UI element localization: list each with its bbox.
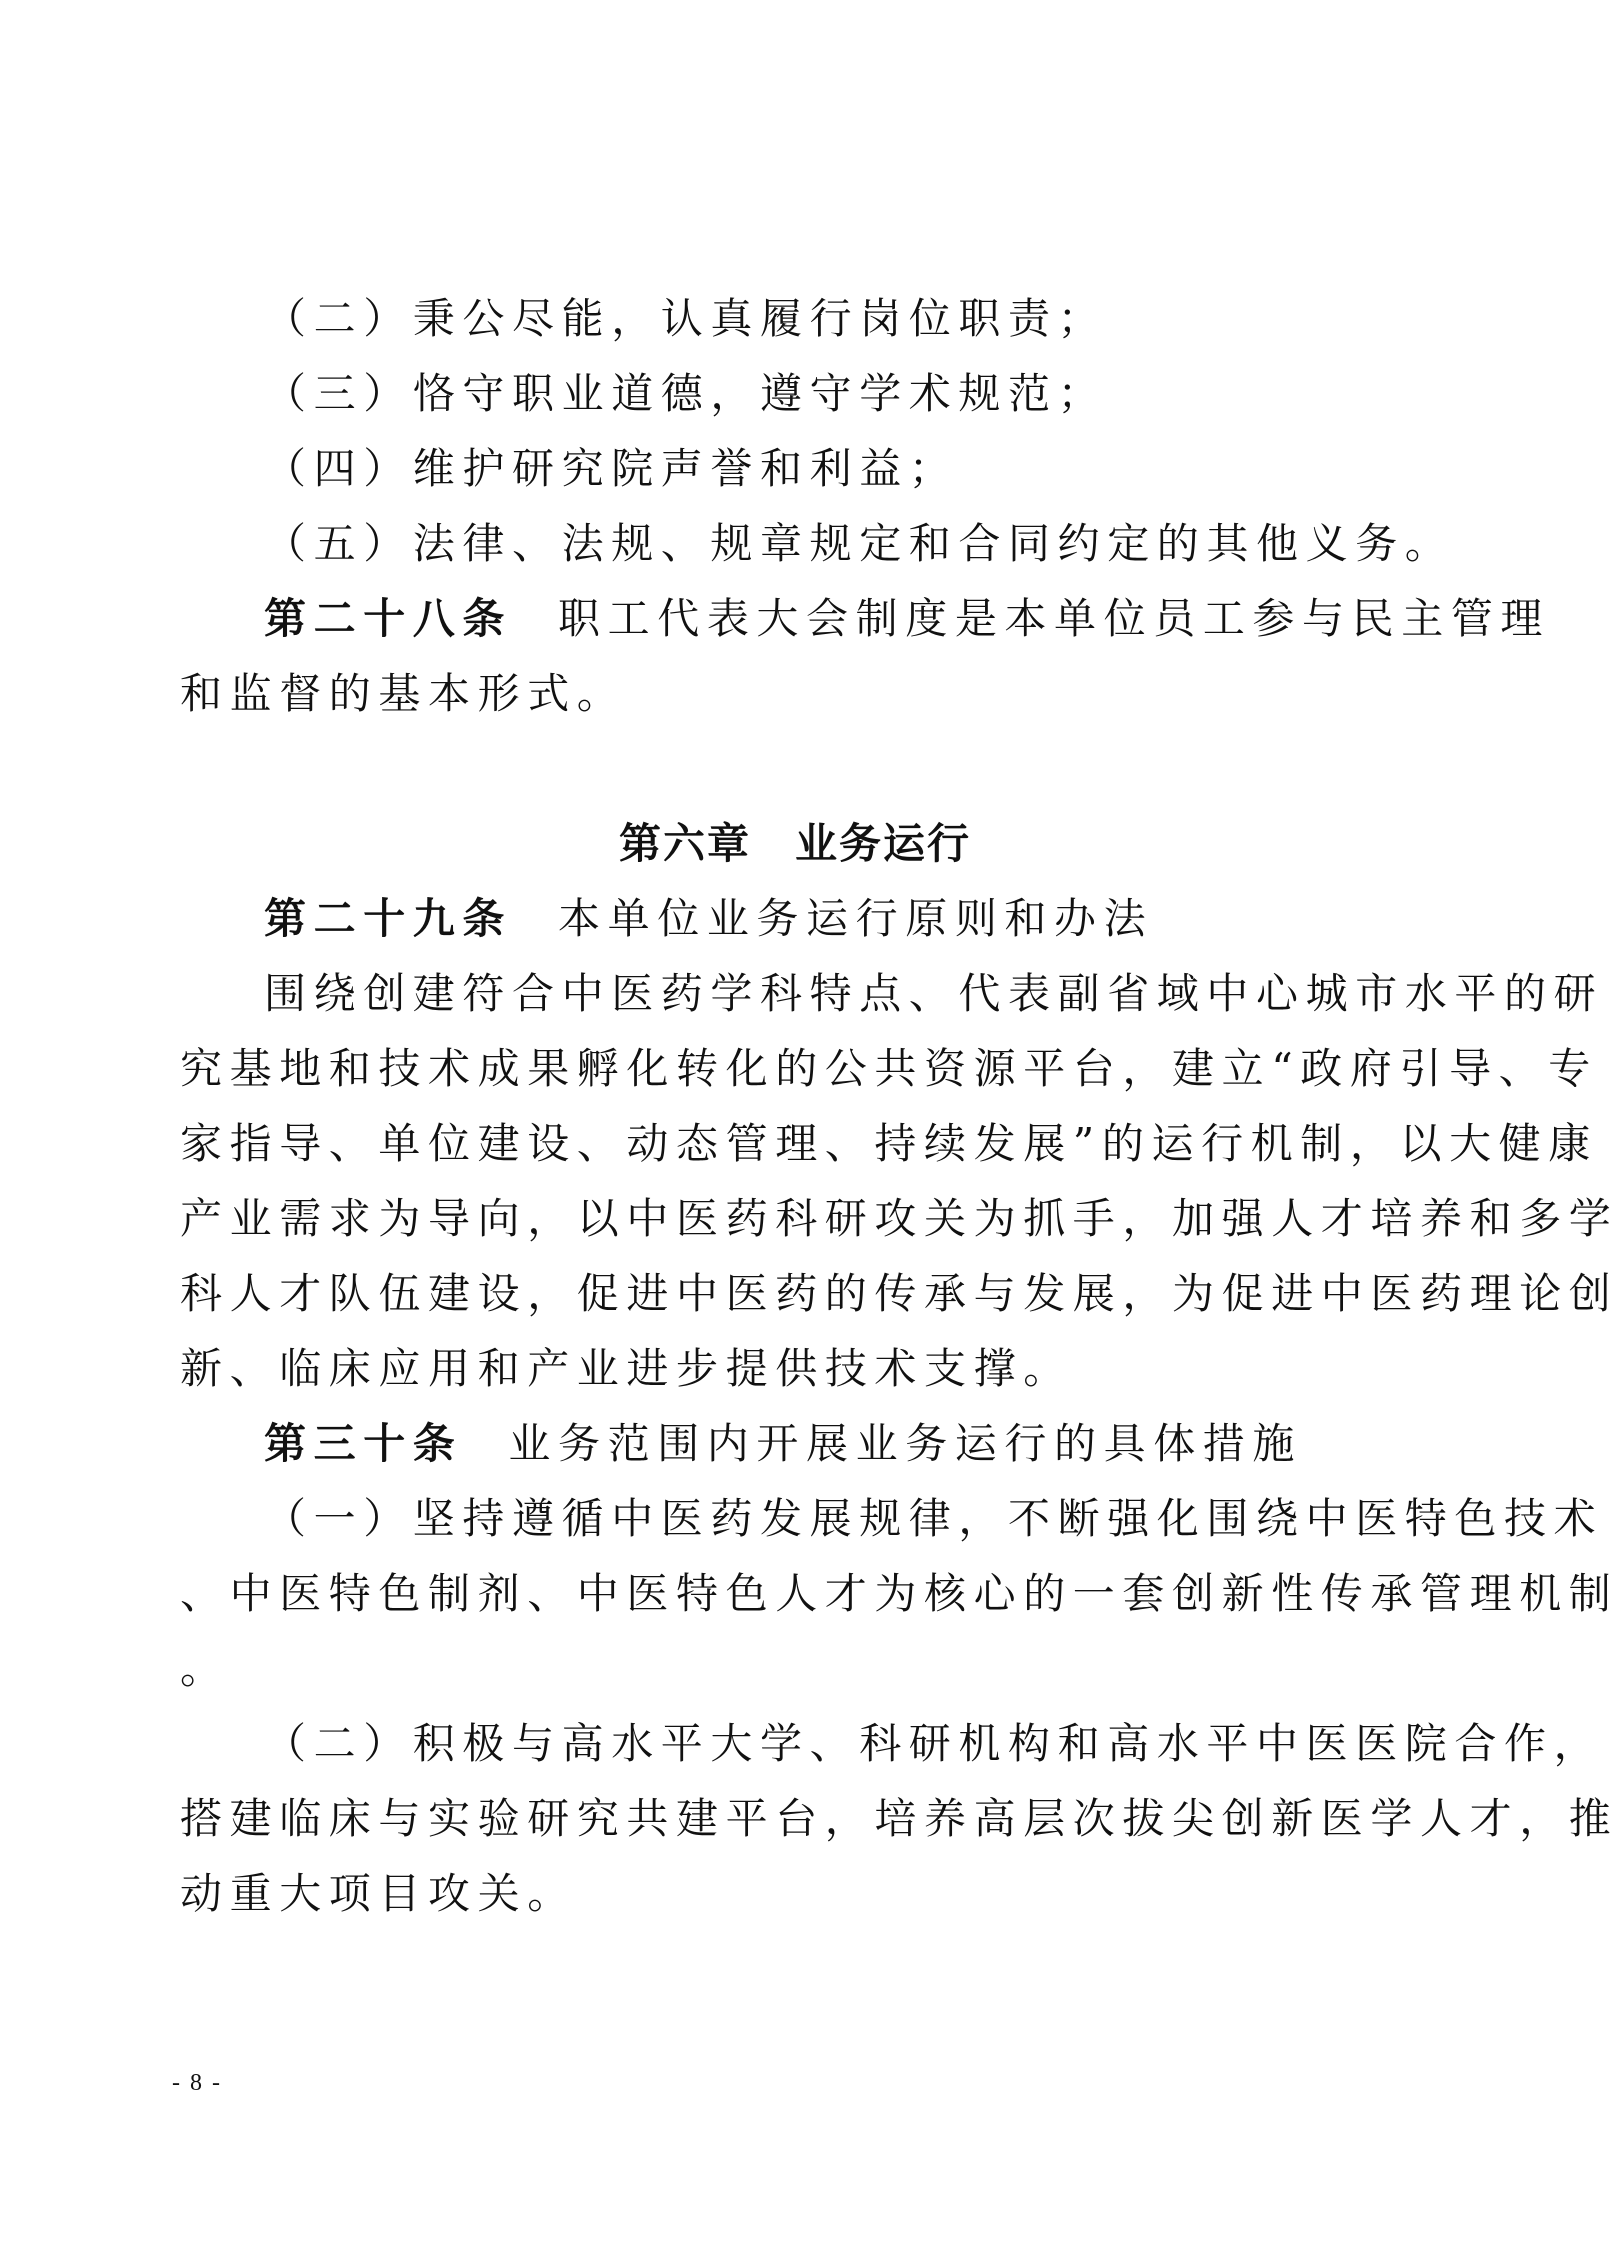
article-28-text: 职工代表大会制度是本单位员工参与民主管理 — [558, 594, 1551, 643]
list-item-4: （四）维护研究院声誉和利益； — [264, 444, 959, 493]
article-29-heading: 第二十九条 — [264, 894, 513, 943]
article-28-line-2: 和监督的基本形式。 — [180, 669, 627, 718]
article-29-body-line-2: 究基地和技术成果孵化转化的公共资源平台，建立“政府引导、专 — [180, 1044, 1598, 1093]
article-30-item-2-line-2: 搭建临床与实验研究共建平台，培养高层次拔尖创新医学人才，推 — [180, 1794, 1618, 1843]
article-29-body-line-5: 科人才队伍建设，促进中医药的传承与发展，为促进中医药理论创 — [180, 1269, 1618, 1318]
article-29-body-line-3: 家指导、单位建设、动态管理、持续发展”的运行机制，以大健康 — [180, 1119, 1598, 1168]
article-29-body-line-4: 产业需求为导向，以中医药科研攻关为抓手，加强人才培养和多学 — [180, 1194, 1618, 1243]
list-item-5: （五）法律、法规、规章规定和合同约定的其他义务。 — [264, 519, 1455, 568]
article-30-item-1-line-1: （一）坚持遵循中医药发展规律，不断强化围绕中医特色技术 — [264, 1494, 1604, 1543]
article-30-line — [264, 1419, 1410, 1468]
list-item-3: （三）恪守职业道德，遵守学术规范； — [264, 369, 1108, 418]
chapter-title: 第六章 业务运行 — [618, 819, 971, 868]
article-30-item-2-line-1: （二）积极与高水平大学、科研机构和高水平中医医院合作， — [264, 1719, 1604, 1768]
article-28-line-1 — [264, 594, 1551, 643]
article-30-heading: 第三十条 — [264, 1419, 463, 1468]
article-28-heading: 第二十八条 — [264, 594, 513, 643]
article-30-item-1-line-3: 。 — [180, 1644, 230, 1693]
article-29-text: 本单位业务运行原则和办法 — [558, 894, 1154, 943]
list-item-2: （二）秉公尽能，认真履行岗位职责； — [264, 294, 1108, 343]
article-30-item-1-line-2: 、中医特色制剂、中医特色人才为核心的一套创新性传承管理机制 — [180, 1569, 1618, 1618]
article-29-body-line-1: 围绕创建符合中医药学科特点、代表副省域中心城市水平的研 — [264, 969, 1604, 1018]
page-number: - 8 - — [172, 2070, 222, 2096]
article-29-line — [264, 894, 1410, 943]
article-29-body-line-6: 新、临床应用和产业进步提供技术支撑。 — [180, 1344, 1073, 1393]
article-30-item-2-line-3: 动重大项目攻关。 — [180, 1869, 577, 1918]
article-30-text: 业务范围内开展业务运行的具体措施 — [508, 1419, 1303, 1468]
